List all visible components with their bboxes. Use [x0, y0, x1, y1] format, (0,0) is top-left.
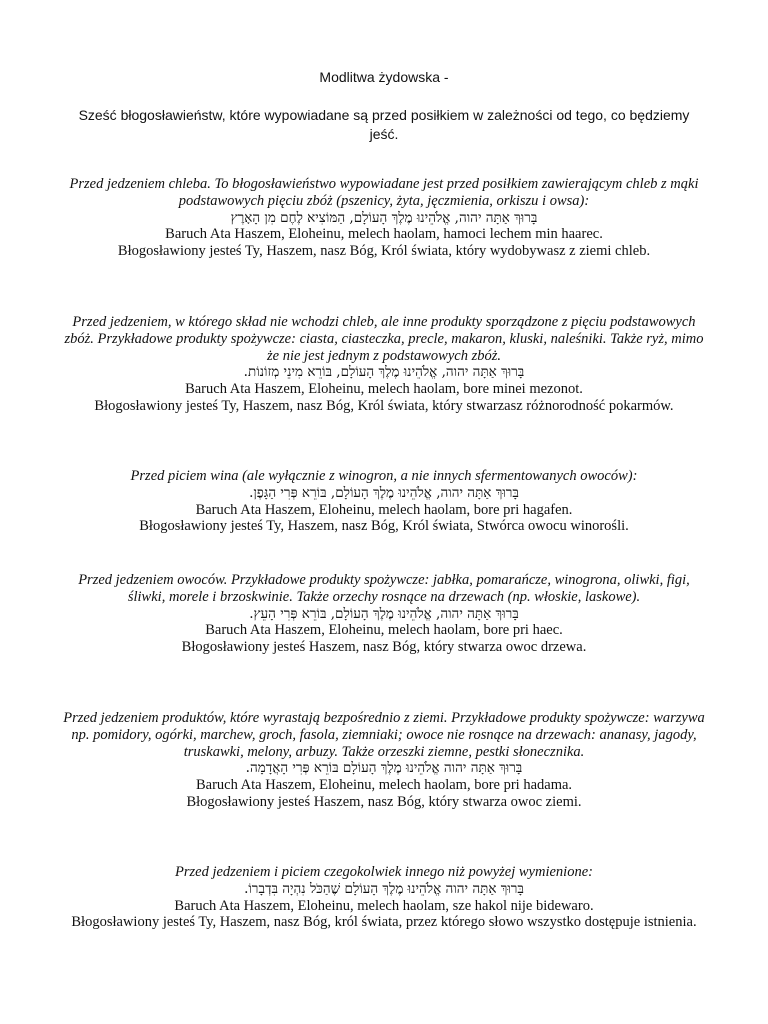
blessing-translation: Błogosławiony jesteś Ty, Haszem, nasz Bóg, Król świata, który wydobywasz z ziemi chleb. [117, 243, 651, 260]
document-title: Modlitwa żydowska - [319, 69, 449, 85]
blessing-hebrew: בָּרוּךְ אַתָּה יהוה אֱלֹהֵינוּ מֶלֶךְ הָעוֹלָם שֶׁהַכֹּל נִהְיָה בִּדְבָרוֹ. [244, 880, 524, 897]
blessing-hebrew: בָּרוּךְ אַתָּה יהוה, אֱלֹהֵינוּ מֶלֶךְ הָעוֹלָם, בּוֹרֵא פְּרִי הָעֵץ. [249, 605, 519, 622]
blessing-translation: Błogosławiony jesteś Haszem, nasz Bóg, który stwarza owoc drzewa. [181, 639, 587, 656]
blessing-transliteration: Baruch Ata Haszem, Eloheinu, melech haolam, hamoci lechem min haarec. [165, 226, 603, 243]
blessing-intro: Przed piciem wina (ale wyłącznie z winogron, a nie innych sfermentowanych owoców): [130, 468, 638, 484]
blessing-intro: Przed jedzeniem, w którego skład nie wchodzi chleb, ale inne produkty sporządzone z pięciu podstawowych zbóż. Przykładowe produkty spożywcze: ciasta, ciasteczka, precle, makaron, kluski, naleśniki. Także ryż, mimo że nie jest jednym z podstawowych zbóż. [64, 314, 704, 364]
blessing-hebrew: בָּרוּךְ אַתָּה יהוה, אֱלֹהֵינוּ מֶלֶךְ הָעוֹלָם, בּוֹרֵא פְּרִי הַגָּפֶן. [249, 484, 519, 501]
blessing-intro: Przed jedzeniem owoców. Przykładowe produkty spożywcze: jabłka, pomarańcze, winogrona, oliwki, figi, śliwki, morele i brzoskwinie. Także orzechy rosnące na drzewach (np. włoskie, laskowe). [78, 572, 690, 605]
blessing-translation: Błogosławiony jesteś Ty, Haszem, nasz Bóg, Król świata, który stwarzasz różnorodność pokarmów. [94, 397, 674, 414]
blessing-intro: Przed jedzeniem i piciem czegokolwiek innego niż powyżej wymienione: [175, 864, 593, 880]
blessing-translation: Błogosławiony jesteś Haszem, nasz Bóg, który stwarza owoc ziemi. [186, 793, 582, 810]
blessing-translation: Błogosławiony jesteś Ty, Haszem, nasz Bóg, król świata, przez którego słowo wszystko dostępuje istnienia. [71, 914, 697, 931]
blessing-transliteration: Baruch Ata Haszem, Eloheinu, melech haolam, bore pri hagafen. [195, 501, 573, 518]
blessing-transliteration: Baruch Ata Haszem, Eloheinu, melech haolam, bore pri haec. [205, 622, 563, 639]
blessing-intro: Przed jedzeniem chleba. To błogosławieństwo wypowiadane jest przed posiłkiem zawierającym chleb z mąki podstawowych pięciu zbóż (pszenicy, żyta, jęczmienia, orkiszu i owsa): [69, 176, 699, 209]
blessing-translation: Błogosławiony jesteś Ty, Haszem, nasz Bóg, Król świata, Stwórca owocu winorośli. [139, 518, 629, 535]
blessing-bread [60, 176, 708, 260]
blessing-hebrew: בָּרוּךְ אַתָּה יהוה, אֱלֹהֵינוּ מֶלֶךְ הָעוֹלָם, הַמּוֹצִיא לֶחֶם מִן הָאָרֶץ [230, 209, 538, 226]
blessing-everything-else [60, 864, 708, 931]
blessing-earth-produce [60, 710, 708, 811]
blessing-wine [60, 468, 708, 535]
blessing-transliteration: Baruch Ata Haszem, Eloheinu, melech haolam, sze hakol nije bidewaro. [174, 897, 594, 914]
blessing-grain-products [60, 314, 708, 415]
blessing-intro: Przed jedzeniem produktów, które wyrastają bezpośrednio z ziemi. Przykładowe produkty spożywcze: warzywa np. pomidory, ogórki, marchew, groch, fasola, ziemniaki; owoce nie rosnące na drzewach: ananasy, jagody, truskawki, melony, arbuzy. Także orzeszki ziemne, pestki słonecznika. [63, 710, 705, 760]
blessing-transliteration: Baruch Ata Haszem, Eloheinu, melech haolam, bore minei mezonot. [185, 381, 583, 398]
document-subtitle: Sześć błogosławieństw, które wypowiadane są przed posiłkiem w zależności od tego, co będziemy jeść. [78, 107, 690, 142]
blessing-hebrew: בָּרוּךְ אַתָּה יהוה, אֱלֹהֵינוּ מֶלֶךְ הָעוֹלָם, בּוֹרֵא מִינֵי מְזוֹנוֹת. [243, 364, 525, 381]
blessing-hebrew: בָּרוּךְ אַתָּה יהוה אֱלֹהֵינוּ מֶלֶךְ הָעוֹלָם בּוֹרֵא פְּרִי הָאֲדָמָה. [245, 760, 523, 777]
blessing-transliteration: Baruch Ata Haszem, Eloheinu, melech haolam, bore pri hadama. [195, 777, 573, 794]
blessing-tree-fruit [60, 572, 708, 656]
